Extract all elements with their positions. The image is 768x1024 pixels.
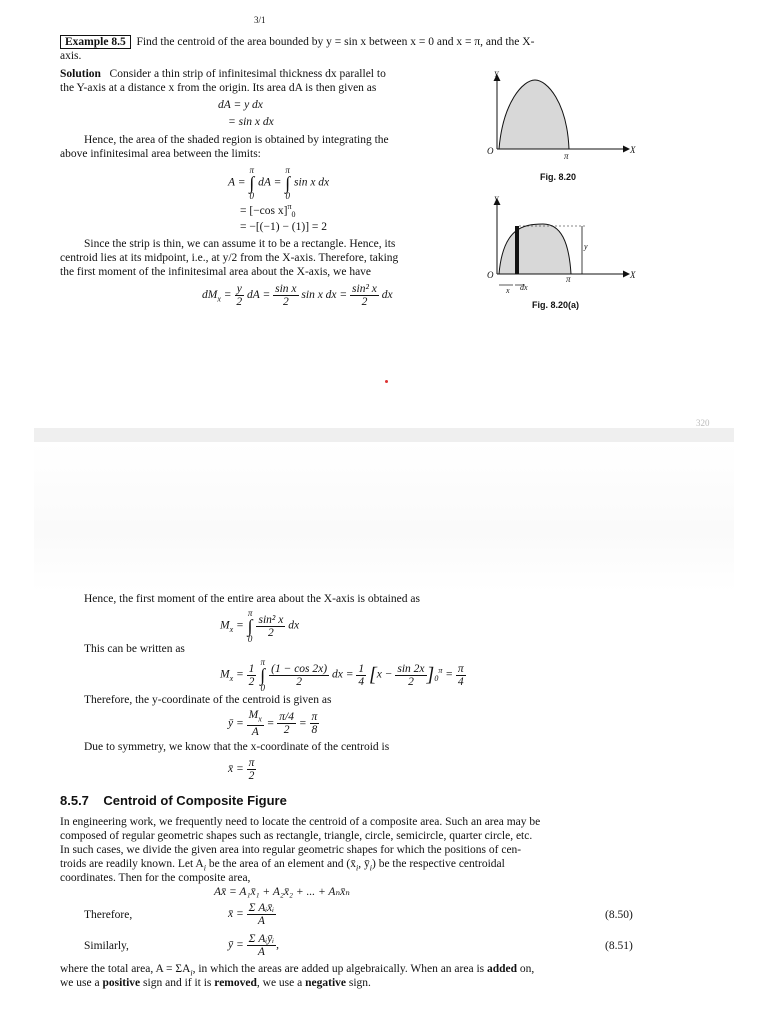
page-separator xyxy=(34,428,734,442)
frac-y-2 xyxy=(234,283,244,308)
eq-composite: Ax̄ = A₁x̄₁ + A₂x̄₂ + ... + Aₙx̄ₙ xyxy=(214,886,350,898)
para-line-2: composed of regular geometric shapes such as rectangle, triangle, circle, semicircle, quarter circle, etc. xyxy=(60,830,533,842)
eq-Mx-2: $M_x$ = $\frac{1}{2}$ π ∫ 0 $\frac{(1 - \cos 2x)}{2}$ dx = $\frac{1}{4}$ [x − $\frac{\sin 2x}{2}$ ]$_0^\pi$ = $\frac{\pi}{4}$ xyxy=(220,657,464,693)
frac-den: 2 xyxy=(282,296,289,308)
sine-curve-area xyxy=(499,80,569,149)
page-blank-area xyxy=(34,442,734,592)
therefore-y: Therefore, the y-coordinate of the centroid is given as xyxy=(84,694,332,706)
frac-quarter xyxy=(356,663,366,688)
int-upper: π xyxy=(249,165,255,175)
eq-dMx: $dM_x$ = $\frac{y}{2}$ dA = $\frac{\text{sin x}}{2}$ sin x dx = $\frac{\text{sin² x}}{2}$ dx xyxy=(202,283,393,308)
since-1: Since the strip is thin, we can assume it to be a rectangle. Hence, its xyxy=(84,238,396,250)
frac-num: y xyxy=(236,283,242,295)
symmetry: Due to symmetry, we know that the x-coordinate of the centroid is xyxy=(84,741,390,753)
hence-1: Hence, the area of the shaded region is obtained by integrating the xyxy=(84,134,389,146)
therefore-label: Therefore, xyxy=(84,909,133,921)
frac-den: 8 xyxy=(311,724,318,737)
para-4a: troids are readily known. Let A xyxy=(60,858,204,870)
eq-Mx1-lhs: M xyxy=(220,619,230,632)
where-line-2 xyxy=(60,976,371,991)
eq-A-line2-text: = [−cos x] xyxy=(240,204,288,217)
example-heading xyxy=(60,35,534,50)
frac-den: A xyxy=(257,915,265,927)
where-positive: positive xyxy=(102,977,141,989)
frac-den: 2 xyxy=(268,626,274,639)
example-text-cont: axis. xyxy=(60,50,82,62)
para-line-4: troids are readily known. Let $A_i$ be the area of an element and ($x̄_i$, $ȳ_i$) be the respective centroidal xyxy=(60,858,505,873)
sine-curve-area-a xyxy=(499,224,571,274)
frac-den: 4 xyxy=(358,675,365,688)
frac-num-M: M xyxy=(248,709,259,721)
eq-Mx-1: $M_x$ = π ∫ 0 $\frac{\text{sin² x}}{2}$ dx xyxy=(220,608,300,644)
para-line-3: In such cases, we divide the given area into regular geometric shapes for which the positions of cen- xyxy=(60,844,522,856)
frac-num: 1 xyxy=(248,662,255,675)
para-line-1: In engineering work, we frequently need to locate the centroid of a composite area. Such an area may be xyxy=(60,816,541,828)
fig1-label-O: O xyxy=(487,146,494,156)
para-4c: , ȳ xyxy=(358,858,370,870)
eq-851: ȳ = $\frac{\text{Σ Aᵢȳᵢ}}{A}$ , xyxy=(228,933,279,958)
eq-Mx2-bracket: x − xyxy=(376,668,393,681)
frac-half xyxy=(247,663,257,688)
eq-dA-1: dA = y dx xyxy=(218,99,263,111)
integral-2: π ∫ 0 xyxy=(285,165,291,201)
eq-dMx-mid: sin x dx = xyxy=(301,289,348,302)
eq-dMx-sub: x xyxy=(217,294,221,304)
fig1-label-Y: Y xyxy=(494,70,499,79)
int-upper: π xyxy=(247,608,253,618)
eq-dMx-lhs: dM xyxy=(202,289,218,302)
where-1a: where the total area, A = ΣA xyxy=(60,963,191,975)
red-dot-mark xyxy=(385,380,388,383)
int-upper: π xyxy=(260,657,266,667)
figure-8-20a xyxy=(485,192,645,297)
eq-xbar-lhs: x̄ = xyxy=(228,763,244,776)
where-2b: sign and if it is xyxy=(143,977,212,989)
where-2d: sign. xyxy=(348,977,371,989)
similarly-label: Similarly, xyxy=(84,940,129,952)
eq-851-number: (8.51) xyxy=(605,940,633,952)
int-lower: 0 xyxy=(260,683,266,693)
eq-851-lhs: ȳ = xyxy=(228,939,244,952)
frac-den: 2 xyxy=(248,770,255,782)
fig2-label-Y: Y xyxy=(494,195,499,204)
fig2-label-O: O xyxy=(487,270,494,280)
eq-xbar xyxy=(228,757,256,782)
eq-Mx1-end: dx xyxy=(288,619,300,632)
where-1c: on, xyxy=(519,963,535,975)
fig2-label-y: y xyxy=(584,242,588,251)
solution-text-1: Consider a thin strip of infinitesimal thickness dx parallel to xyxy=(109,68,386,80)
bracket-sup: π xyxy=(438,665,443,675)
int-lower: 0 xyxy=(249,191,255,201)
where-removed: removed xyxy=(214,977,257,989)
section-number: 8.5.7 xyxy=(60,793,89,808)
frac-pi4-2 xyxy=(277,711,296,736)
frac-num: sin² x xyxy=(352,283,377,295)
frac-sinx-2 xyxy=(273,283,298,308)
example-label: Example 8.5 xyxy=(60,35,131,49)
fig1-caption: Fig. 8.20 xyxy=(540,172,577,182)
hence-first-moment: Hence, the first moment of the entire area about the X-axis is obtained as xyxy=(84,593,420,605)
frac-cos2x xyxy=(269,663,329,688)
frac-den: 2 xyxy=(236,296,243,308)
frac-den: 2 xyxy=(296,675,302,688)
int-lower: 0 xyxy=(247,634,253,644)
eq-ybar-lhs: ȳ = xyxy=(228,717,244,730)
frac-pi-4 xyxy=(456,663,466,688)
frac-num: π xyxy=(311,711,318,724)
frac-851 xyxy=(247,933,276,958)
solution-text-2: the Y-axis at a distance x from the origin. Its area dA is then given as xyxy=(60,82,377,94)
eq-Mx1-sub: x xyxy=(229,624,234,634)
frac-num: sin 2x xyxy=(397,662,425,675)
frac-num: sin x xyxy=(275,283,297,295)
eq-850-number: (8.50) xyxy=(605,909,633,921)
frac-den: 4 xyxy=(457,675,464,688)
eq-dA-2: = sin x dx xyxy=(228,116,274,128)
where-2c: , we use a xyxy=(256,977,303,989)
strip xyxy=(515,226,519,274)
frac-pi-8 xyxy=(310,711,320,736)
since-2: centroid lies at its midpoint, i.e., at y/2 from the X-axis. Therefore, taking xyxy=(60,252,399,264)
frac-pi-2 xyxy=(247,757,257,782)
fig2-label-X: X xyxy=(630,270,636,280)
eq-A-lhs: A = xyxy=(228,176,246,189)
fig1-label-X: X xyxy=(630,145,636,155)
frac-num: π/4 xyxy=(279,711,295,724)
frac-sin2x xyxy=(395,663,426,688)
int-upper: π xyxy=(285,165,290,175)
fig2-label-pi: π xyxy=(566,274,571,284)
para-4d: ) be the respective centroidal xyxy=(371,858,505,870)
solution-line-1 xyxy=(60,67,386,82)
frac-Mx1 xyxy=(256,614,285,639)
int-lower: 0 xyxy=(285,191,290,201)
para-4b: be the area of an element and (x̄ xyxy=(208,858,357,870)
integral-4: π ∫ 0 xyxy=(260,657,266,693)
frac-850 xyxy=(247,902,276,927)
eq-A-sup: π xyxy=(287,202,292,211)
eq-A-mid: dA = xyxy=(258,176,282,189)
fig2-caption: Fig. 8.20(a) xyxy=(532,300,580,310)
integral-1: π ∫ 0 xyxy=(249,165,255,201)
frac-den: 2 xyxy=(248,675,255,688)
since-3: the first moment of the infinitesimal area about the X-axis, we have xyxy=(60,266,372,278)
written-as: This can be written as xyxy=(84,643,185,655)
where-line-1: where the total area, $A = \Sigma A_i$, in which the areas are added up algebraically. When an area is added on, xyxy=(60,963,535,978)
fig1-label-pi: π xyxy=(564,151,569,161)
eq-Mx2-sub: x xyxy=(229,673,234,683)
eq-dMx-end: dx xyxy=(381,289,393,302)
frac-num: (1 − cos 2x) xyxy=(271,662,328,675)
eq-A-line3: = −[(−1) − (1)] = 2 xyxy=(240,221,328,233)
frac-den: 2 xyxy=(361,296,368,308)
where-added: added xyxy=(487,963,518,975)
solution-label: Solution xyxy=(60,68,101,80)
frac-den: 2 xyxy=(283,724,290,737)
frac-num: Σ Aᵢȳᵢ xyxy=(248,933,275,945)
eq-A-sub: 0 xyxy=(291,210,296,220)
section-heading xyxy=(60,793,287,808)
frac-Mx-A xyxy=(247,709,264,738)
eq-Mx2-mid: dx = xyxy=(331,668,354,681)
eq-850-lhs: x̄ = xyxy=(228,908,244,921)
where-1b: , in which the areas are added up algebraically. When an area is xyxy=(192,963,485,975)
eq-ybar: ȳ = $\frac{M_x}{A}$ = $\frac{\pi/4}{2}$ = $\frac{\pi}{8}$ xyxy=(228,709,318,739)
figure-8-20 xyxy=(485,62,645,182)
frac-den: 2 xyxy=(408,675,414,688)
frac-sin2x-2 xyxy=(350,283,379,308)
frac-num-sub: x xyxy=(258,714,262,724)
eq-dMx-dA: dA = xyxy=(247,289,271,302)
hence-2: above infinitesimal area between the limits: xyxy=(60,148,261,160)
frac-num: π xyxy=(248,757,255,769)
header-fragment: 3/1 xyxy=(254,15,266,25)
page-number: 320 xyxy=(696,418,710,428)
eq-Mx2-lhs: M xyxy=(220,668,230,681)
frac-num xyxy=(247,709,264,726)
frac-num: Σ Aᵢx̄ᵢ xyxy=(248,902,275,914)
frac-den: A xyxy=(257,946,265,958)
where-negative: negative xyxy=(305,977,346,989)
section-title: Centroid of Composite Figure xyxy=(103,793,287,808)
fig2-label-dx: dx xyxy=(520,283,528,292)
eq-850 xyxy=(228,902,276,927)
example-text: Find the centroid of the area bounded by y = sin x between x = 0 and x = π, and the X- xyxy=(136,36,535,48)
frac-den: A xyxy=(251,726,259,739)
eq-A-rhs: sin x dx xyxy=(294,176,330,189)
para-line-5: coordinates. Then for the composite area, xyxy=(60,872,251,884)
eq-A-line1 xyxy=(228,166,329,200)
integral-3: π ∫ 0 xyxy=(247,608,253,644)
frac-num: sin² x xyxy=(258,613,284,626)
fig2-label-x: x xyxy=(506,286,510,295)
frac-num: 1 xyxy=(358,662,365,675)
where-2a: we use a xyxy=(60,977,100,989)
frac-num: π xyxy=(457,662,464,675)
bracket-sub: 0 xyxy=(434,673,439,683)
